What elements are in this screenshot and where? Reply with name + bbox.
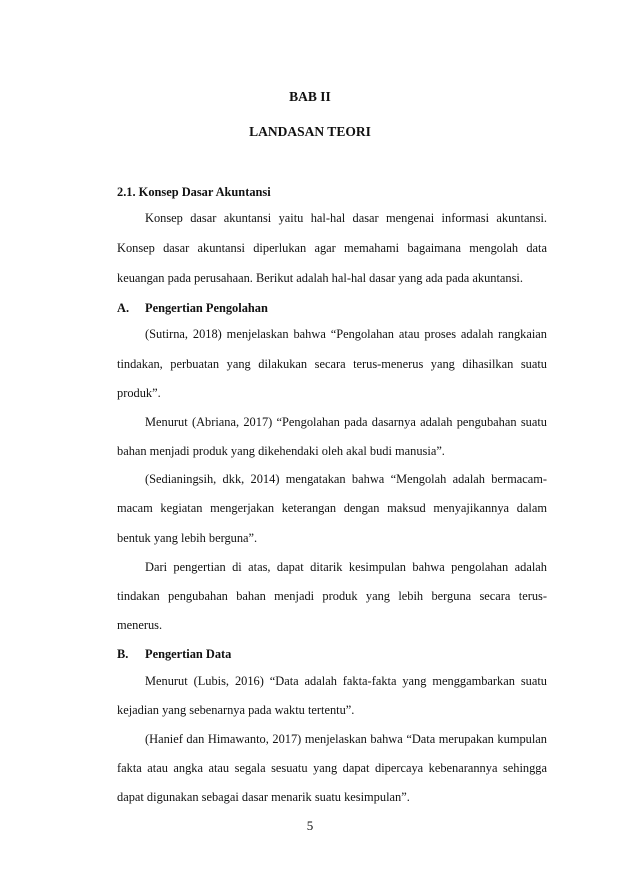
paragraph-line: produk”. <box>117 386 161 400</box>
paragraph-line: tindakan, perbuatan yang dilakukan secara terus-menerus yang dihasilkan suatu <box>117 357 547 371</box>
paragraph-line: Dari pengertian di atas, dapat ditarik kesimpulan bahwa pengolahan adalah <box>145 560 547 574</box>
paragraph-line: macam kegiatan mengerjakan keterangan dengan maksud menyajikannya dalam <box>117 501 547 515</box>
intro-line: keuangan pada perusahaan. Berikut adalah hal-hal dasar yang ada pada akuntansi. <box>117 271 523 285</box>
item-label: Pengertian Data <box>145 647 232 661</box>
chapter-number: BAB II <box>289 89 331 104</box>
intro-line: Konsep dasar akuntansi yaitu hal-hal dasar mengenai informasi akuntansi. <box>145 211 547 225</box>
item-heading-b <box>117 646 547 662</box>
intro-line: Konsep dasar akuntansi diperlukan agar memahami bagaimana mengolah data <box>117 241 547 255</box>
chapter-title: LANDASAN TEORI <box>249 124 371 139</box>
item-number: B. <box>117 647 129 661</box>
paragraph-line: Menurut (Abriana, 2017) “Pengolahan pada dasarnya adalah pengubahan suatu <box>145 415 547 429</box>
paragraph-line: Menurut (Lubis, 2016) “Data adalah fakta-fakta yang menggambarkan suatu <box>145 674 547 688</box>
paragraph-line: tindakan pengubahan bahan menjadi produk yang lebih berguna secara terus- <box>117 589 547 603</box>
item-label: Pengertian Pengolahan <box>145 301 268 315</box>
paragraph-line: kejadian yang sebenarnya pada waktu tertentu”. <box>117 703 355 717</box>
paragraph-line: (Sedianingsih, dkk, 2014) mengatakan bahwa “Mengolah adalah bermacam- <box>145 472 547 486</box>
item-number: A. <box>117 301 130 315</box>
paragraph-line: (Hanief dan Himawanto, 2017) menjelaskan bahwa “Data merupakan kumpulan <box>145 732 547 746</box>
paragraph-line: menerus. <box>117 618 163 632</box>
section-heading: 2.1. Konsep Dasar Akuntansi <box>117 185 271 199</box>
page-number: 5 <box>306 818 314 833</box>
paragraph-line: bentuk yang lebih berguna”. <box>117 531 258 545</box>
paragraph-line: dapat digunakan sebagai dasar menarik suatu kesimpulan”. <box>117 790 410 804</box>
item-heading-a <box>117 300 547 316</box>
paragraph-line: fakta atau angka atau segala sesuatu yang dapat dipercaya kebenarannya sehingga <box>117 761 547 775</box>
paragraph-line: bahan menjadi produk yang dikehendaki oleh akal budi manusia”. <box>117 444 445 458</box>
paragraph-line: (Sutirna, 2018) menjelaskan bahwa “Pengolahan atau proses adalah rangkaian <box>145 327 547 341</box>
